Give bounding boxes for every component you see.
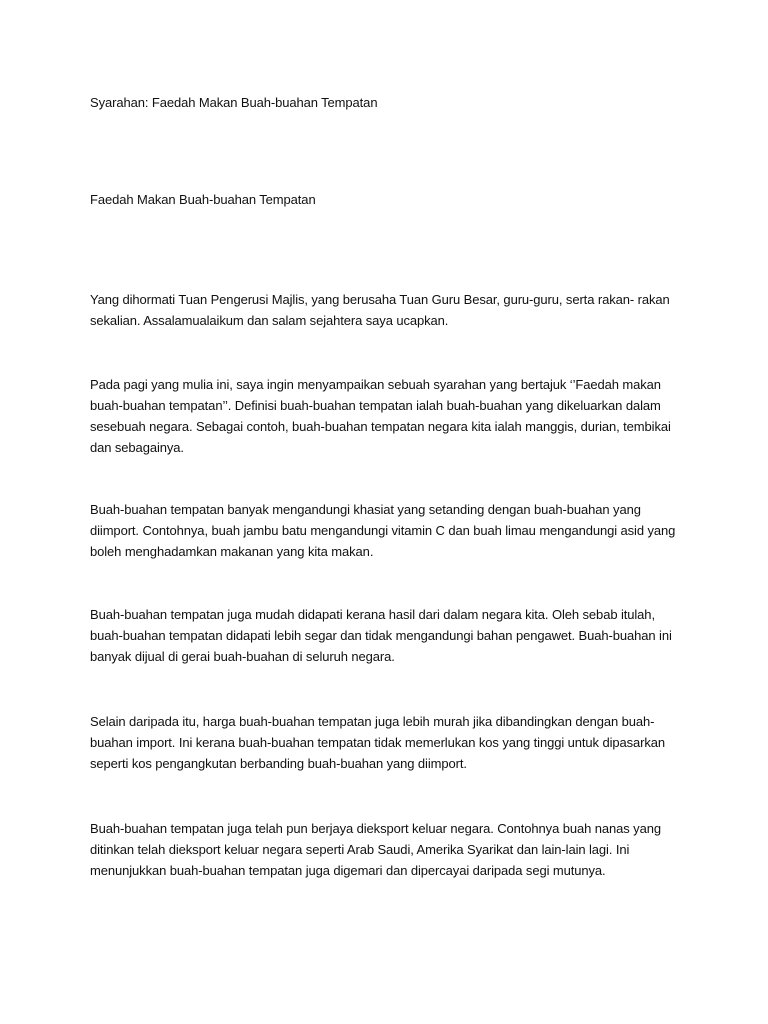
paragraph-introduction: Pada pagi yang mulia ini, saya ingin menyampaikan sebuah syarahan yang bertajuk ‘’Faedah makan buah-buahan tempatan’’. Definisi buah-buahan tempatan ialah buah-buahan yang dikeluarkan dalam sesebuah negara. Sebagai contoh, buah-buahan tempatan negara kita ialah manggis, durian, tembikai dan sebagainya. <box>90 377 671 455</box>
paragraph-nutrition: Buah-buahan tempatan banyak mengandungi khasiat yang setanding dengan buah-buahan yang diimport. Contohnya, buah jambu batu mengandungi vitamin C dan buah limau mengandungi asid yang boleh menghadamkan makanan yang kita makan. <box>90 502 676 559</box>
paragraph-greeting: Yang dihormati Tuan Pengerusi Majlis, yang berusaha Tuan Guru Besar, guru-guru, serta rakan- rakan sekalian. Assalamualaikum dan salam sejahtera saya ucapkan. <box>90 292 670 328</box>
document-heading: Faedah Makan Buah-buahan Tempatan <box>90 192 316 207</box>
paragraph-price: Selain daripada itu, harga buah-buahan tempatan juga lebih murah jika dibandingkan dengan buah-buahan import. Ini kerana buah-buahan tempatan tidak memerlukan kos yang tinggi untuk dipasarkan seperti kos pengangkutan berbanding buah-buahan yang diimport. <box>90 714 666 771</box>
document-title: Syarahan: Faedah Makan Buah-buahan Tempatan <box>90 95 378 110</box>
paragraph-availability: Buah-buahan tempatan juga mudah didapati kerana hasil dari dalam negara kita. Oleh sebab itulah, buah-buahan tempatan didapati lebih segar dan tidak mengandungi bahan pengawet. Buah-buahan ini banyak dijual di gerai buah-buahan di seluruh negara. <box>90 607 672 664</box>
paragraph-export: Buah-buahan tempatan juga telah pun berjaya dieksport keluar negara. Contohnya buah nanas yang ditinkan telah dieksport keluar negara seperti Arab Saudi, Amerika Syarikat dan lain-lain lagi. Ini menunjukkan buah-buahan tempatan juga digemari dan dipercayai daripada segi mutunya. <box>90 821 661 878</box>
